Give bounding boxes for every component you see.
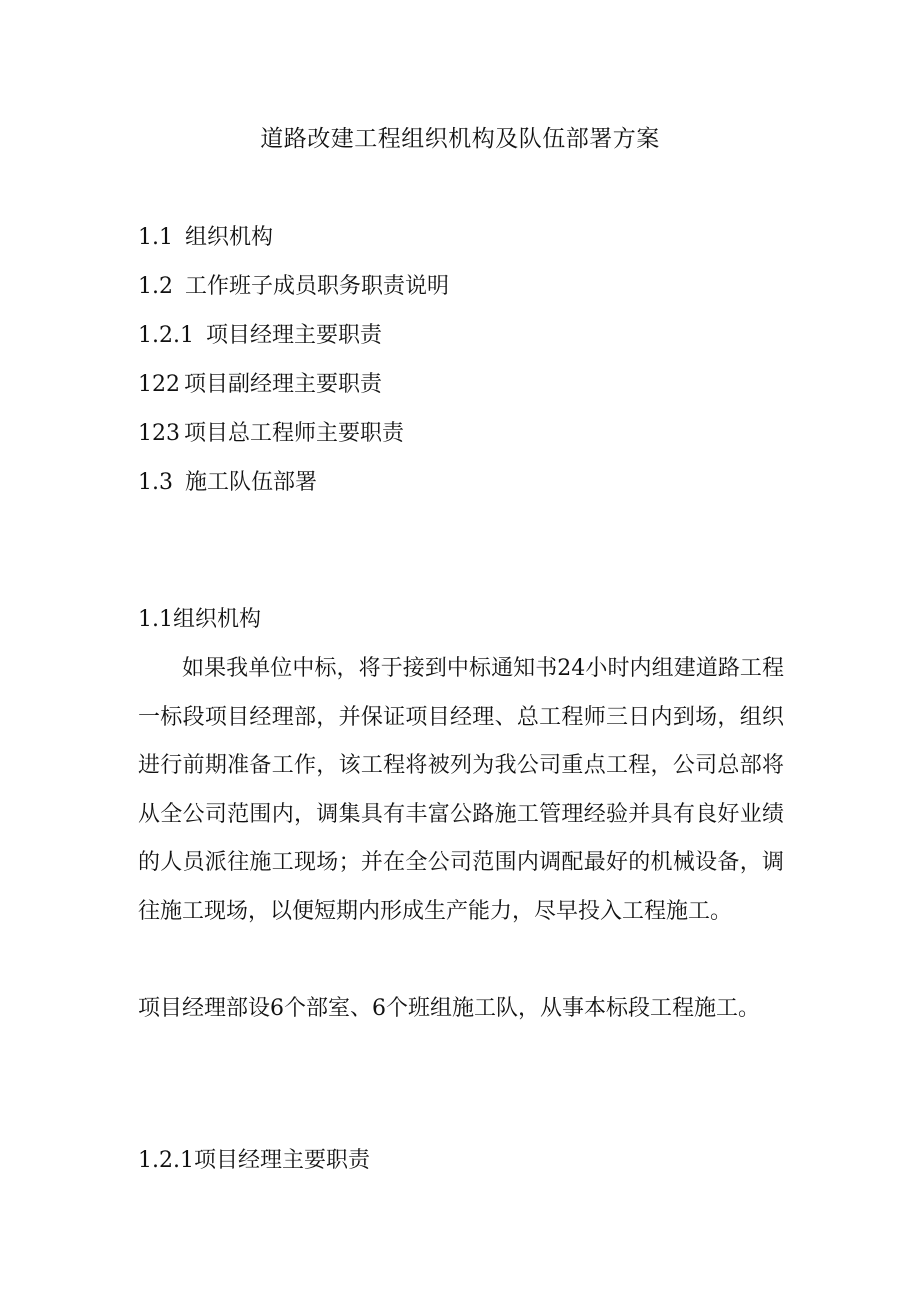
toc-item-label: 组织机构 <box>185 225 274 250</box>
toc-item <box>138 269 449 318</box>
toc-item-label: 项目总工程师主要职责 <box>184 421 405 446</box>
section-heading-1-2-1: 1.2.1项目经理主要职责 <box>138 1148 370 1173</box>
toc-item-label: 项目副经理主要职责 <box>184 372 383 397</box>
toc-item <box>138 318 449 367</box>
toc-item-number: 123 <box>138 421 180 446</box>
toc-item <box>138 220 449 269</box>
document-title: 道路改建工程组织机构及队伍部署方案 <box>260 126 660 152</box>
table-of-contents <box>138 220 449 514</box>
toc-item-number: 1.3 <box>138 470 173 495</box>
section-1-1-paragraph-1: 如果我单位中标，将于接到中标通知书24小时内组建道路工程一标段项目经理部，并保证项目经理、总工程师三日内到场，组织进行前期准备工作，该工程将被列为我公司重点工程，公司总部将从全公司范围内，调集具有丰富公路施工管理经验并具有良好业绩的人员派往施工现场；并在全公司范围内调配最好的机械设备，调往施工现场，以便短期内形成生产能力，尽早投入工程施工。 <box>138 656 784 924</box>
section-heading-1-1: 1.1组织机构 <box>138 607 261 632</box>
toc-item <box>138 465 449 514</box>
toc-item-number: 122 <box>138 372 180 397</box>
toc-item-number: 1.2.1 <box>138 323 194 348</box>
section-1-1-paragraph-2: 项目经理部设6个部室、6个班组施工队，从事本标段工程施工。 <box>138 996 760 1021</box>
toc-item <box>138 416 449 465</box>
toc-item-number: 1.1 <box>138 225 173 250</box>
toc-item <box>138 367 449 416</box>
toc-item-label: 工作班子成员职务职责说明 <box>185 274 450 299</box>
toc-item-label: 施工队伍部署 <box>185 470 318 495</box>
toc-item-label: 项目经理主要职责 <box>205 323 382 348</box>
toc-item-number: 1.2 <box>138 274 173 299</box>
